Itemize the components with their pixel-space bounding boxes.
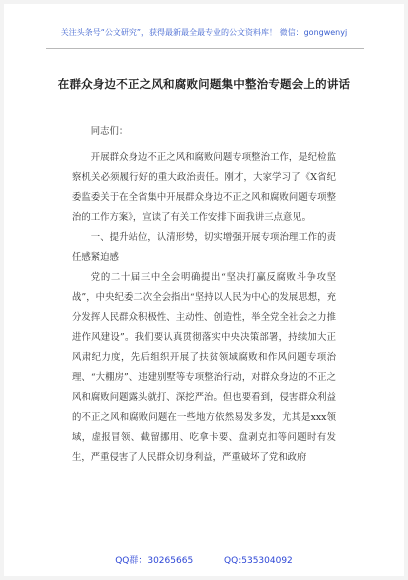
promo-header: 关注头条号“公文研究”，获得最新最全最专业的公文资料库！ 微信：gongwenyj — [60, 28, 348, 37]
document-body — [72, 122, 336, 468]
section-heading-1: 一、提升站位，认清形势，切实增强开展专项治理工作的责任感紧迫感 — [72, 232, 336, 263]
document-page — [4, 4, 404, 576]
qq-contact-text: QQ:535304092 — [224, 556, 293, 566]
header-divider — [46, 48, 364, 49]
contact-footer — [4, 553, 404, 566]
qq-group-text: QQ群：30265665 — [115, 556, 194, 566]
salutation: 同志们： — [90, 126, 129, 137]
paragraph-intro: 开展群众身边不正之风和腐败问题专项整治工作，是纪检监察机关必须履行好的重大政治责任。刚才，大家学习了《X省纪委监委关于在全省集中开展群众身边不正之风和腐败问题专项整治的工作方案》，宣读了有关工作安排下面我讲三点意见。 — [72, 152, 336, 223]
paragraph-body: 党的二十届三中全会明确提出“坚决打赢反腐败斗争攻坚战”，中央纪委二次全会指出“坚持以人民为中心的发展思想，充分发挥人民群众积极性、主动性、创造性，举全党全社会之力推进作风建设”。我们要认真贯彻落实中央决策部署，持续加大正风肃纪力度，先后组织开展了扶贫领域腐败和作风问题专项治理、“大棚房”、违建别墅等专项整治行动，对群众身边的不正之风和腐败问题露头就打、深挖严治。但也要看到，侵害群众利益的不正之风和腐败问题在一些地方依然易发多发，尤其是xxx领域，虚报冒领、截留挪用、吃拿卡要、盘剥克扣等问题时有发生，严重侵害了人民群众切身利益，严重破坏了党和政府 — [72, 272, 336, 463]
document-title: 在群众身边不正之风和腐败问题集中整治专题会上的讲话 — [57, 77, 351, 91]
